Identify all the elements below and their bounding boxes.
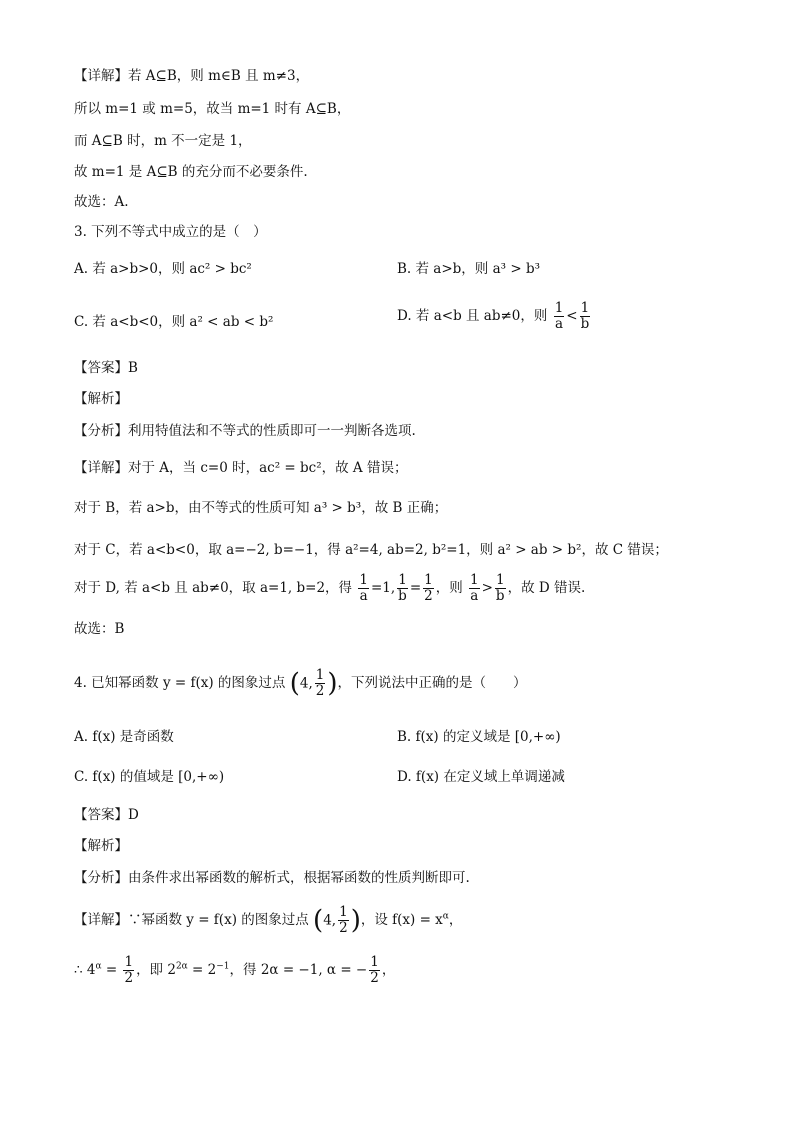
- option-b: B. f(x) 的定义域是 [0,+∞): [397, 729, 561, 745]
- option-a: A. f(x) 是奇函数: [74, 729, 174, 745]
- answer-label: 【答案】B: [74, 360, 138, 376]
- answer-label: 【答案】D: [74, 807, 139, 823]
- fraction: $\frac{1}{b}$: [398, 572, 407, 604]
- text-line: 【分析】由条件求出幂函数的解析式，根据幂函数的性质判断即可.: [74, 870, 470, 886]
- option-d: D. f(x) 在定义域上单调递减: [397, 769, 565, 785]
- option-d-text: D. 若 a<b 且 ab≠0，则: [397, 308, 548, 324]
- text-line: 故 m=1 是 A⊆B 的充分而不必要条件.: [74, 164, 308, 180]
- text-line: 【详解】对于 A，当 c=0 时，ac² = bc²，故 A 错误；: [74, 460, 408, 476]
- option-c: C. f(x) 的值域是 [0,+∞): [74, 769, 225, 785]
- option-a: A. 若 a>b>0，则 ac² > bc²: [74, 261, 252, 277]
- fraction: $\frac{1}{2}$: [370, 954, 379, 986]
- fraction: $\frac{1}{2}$: [124, 954, 134, 986]
- fraction: $\frac{1}{b}$: [495, 572, 505, 604]
- question-3: 3. 下列不等式中成立的是（ ）: [74, 224, 267, 240]
- text-line: 而 A⊆B 时，m 不一定是 1，: [74, 133, 252, 149]
- text-line: 故选：B: [74, 621, 125, 637]
- fraction: $\frac{1}{2}$: [315, 667, 325, 699]
- text-line: 对于 C，若 a<b<0，取 a=−2, b=−1，得 a²=4, ab=2, b²=1，则 a² > ab > b²，故 C 错误；: [74, 542, 668, 558]
- text-line: 对于 B，若 a>b，由不等式的性质可知 a³ > b³，故 B 正确；: [74, 500, 448, 516]
- fraction: $\frac{1}{2}$: [424, 572, 433, 604]
- text-line: 所以 m=1 或 m=5，故当 m=1 时有 A⊆B，: [74, 101, 351, 117]
- text-line: 【详解】∵幂函数 y = f(x) 的图象过点 (4, $\frac{1}{2}$ )，设 $f(x) = x^\alpha$，: [74, 904, 463, 936]
- text-line: ∴ $4^\alpha$ = $\frac{1}{2}$ ，即 $2^{2\alpha} = 2^{-1}$，得 2α = −1, α = − $\frac{1}{2}$ ，: [74, 954, 396, 986]
- text-line: 故选：A.: [74, 194, 129, 210]
- fraction: $\frac{1}{a}$: [470, 572, 479, 604]
- text-line: 对于 D, 若 a<b 且 ab≠0，取 a=1, b=2，得 $\frac{1}{a}$ =1, $\frac{1}{b}$ = $\frac{1}{2}$ ，则 $\frac{1}{a}$ > $\frac{1}{b}$ ，故 D 错误.: [74, 572, 586, 604]
- option-d: D. 若 a<b 且 ab≠0，则 $\frac{1}{a}$ < $\frac{1}{b}$: [397, 300, 590, 332]
- fraction: $\frac{1}{a}$: [359, 572, 368, 604]
- option-b: B. 若 a>b，则 a³ > b³: [397, 261, 540, 277]
- analysis-label: 【解析】: [74, 838, 128, 854]
- text-line: 【分析】利用特值法和不等式的性质即可一一判断各选项.: [74, 423, 416, 439]
- fraction: $\frac{1}{a}$: [554, 300, 564, 332]
- question-4: 4. 已知幂函数 y = f(x) 的图象过点 (4, $\frac{1}{2}$ )，下列说法中正确的是（ ）: [74, 667, 527, 699]
- option-c: C. 若 a<b<0，则 a² < ab < b²: [74, 314, 274, 330]
- analysis-label: 【解析】: [74, 391, 128, 407]
- text-line: 【详解】若 A⊆B，则 m∈B 且 m≠3，: [74, 68, 310, 84]
- fraction: $\frac{1}{2}$: [339, 904, 348, 936]
- fraction: $\frac{1}{b}$: [580, 300, 590, 332]
